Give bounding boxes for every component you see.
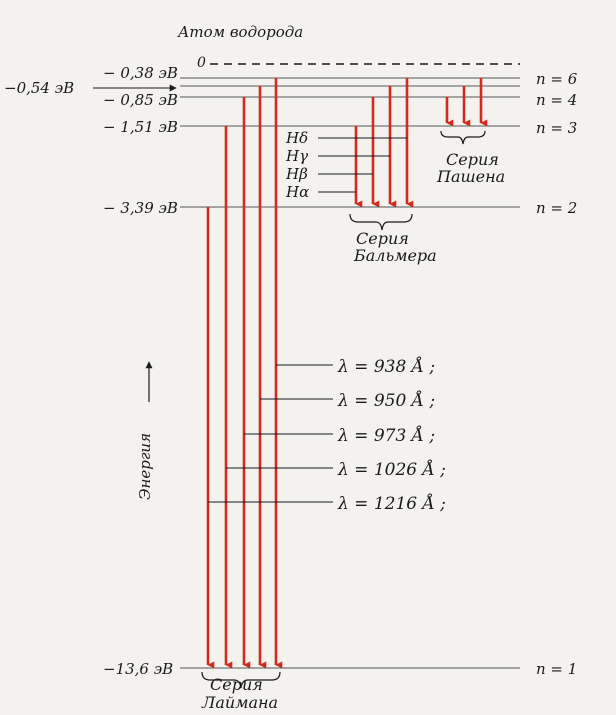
quantum-label-n3: n = 3 <box>536 119 578 137</box>
energy-label-outside: −0,54 эВ <box>4 79 75 97</box>
zero-level-label: 0 <box>197 55 206 71</box>
quantum-label-n2: n = 2 <box>536 199 578 217</box>
balmer-label-h-gamma: Hγ <box>286 147 309 165</box>
balmer-label-h-alpha: Hα <box>286 183 310 201</box>
lyman-series-label-2: Лаймана <box>202 693 279 711</box>
lyman-series-label-1: Серия <box>210 675 263 694</box>
paschen-brace <box>441 131 485 144</box>
energy-label-n1: −13,6 эВ <box>103 660 174 678</box>
lyman-wavelength-938: λ = 938 Å ; <box>338 357 436 377</box>
energy-label-n4: − 0,85 эВ <box>103 91 178 109</box>
lyman-wavelength-1216: λ = 1216 Å ; <box>338 494 446 514</box>
energy-axis-label: Энергия <box>136 432 154 500</box>
balmer-series-label-1: Серия <box>356 229 409 248</box>
energy-label-n2: − 3,39 эВ <box>103 199 178 217</box>
energy-label-n6: − 0,38 эВ <box>103 64 178 82</box>
quantum-label-n4: n = 4 <box>536 91 578 109</box>
energy-label-n3: − 1,51 эВ <box>103 118 178 136</box>
quantum-label-n6: n = 6 <box>536 70 578 88</box>
balmer-label-h-delta: Hδ <box>286 129 309 147</box>
lyman-wavelength-950: λ = 950 Å ; <box>338 391 436 411</box>
paschen-series-label-2: Пашена <box>437 167 506 186</box>
balmer-brace <box>350 214 412 230</box>
lyman-wavelength-1026: λ = 1026 Å ; <box>338 460 446 480</box>
quantum-label-n1: n = 1 <box>536 660 578 678</box>
lyman-wavelength-973: λ = 973 Å ; <box>338 426 436 446</box>
paschen-series-label-1: Серия <box>446 150 499 169</box>
diagram-title: Атом водорода <box>178 23 304 41</box>
balmer-series-label-2: Бальмера <box>354 246 437 265</box>
balmer-label-h-beta: Hβ <box>286 165 308 183</box>
